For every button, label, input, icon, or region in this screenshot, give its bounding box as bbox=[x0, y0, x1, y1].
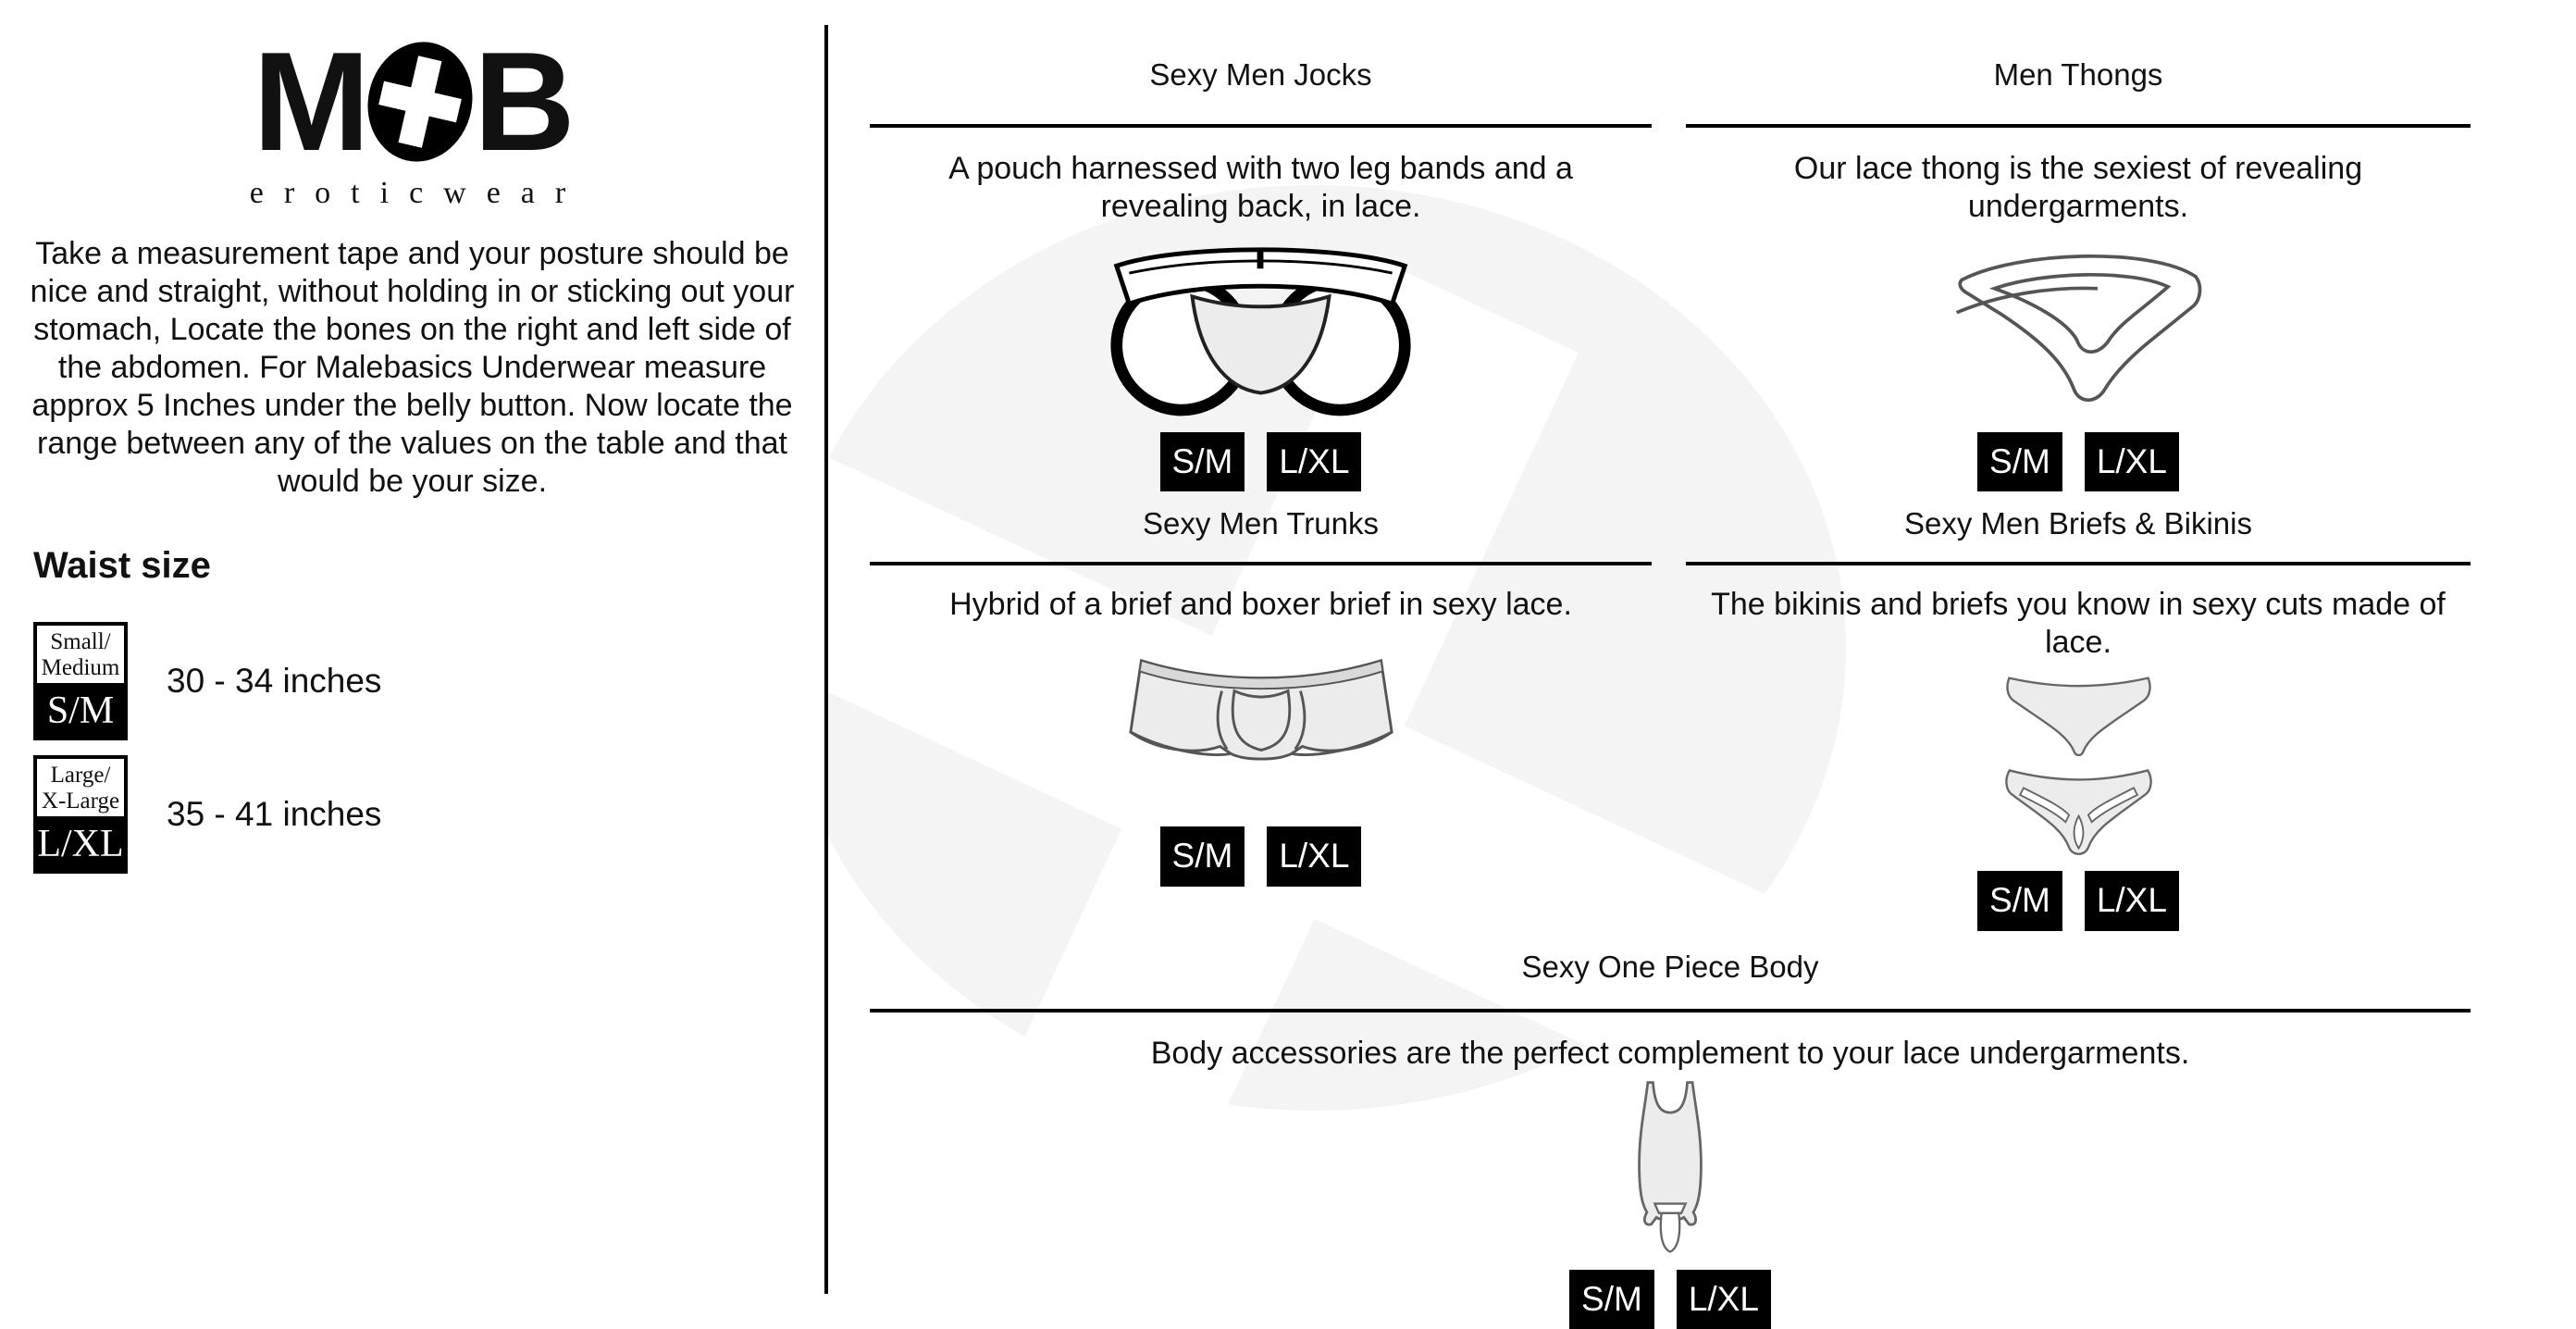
size-tags bbox=[870, 432, 1652, 491]
category-description: Hybrid of a brief and boxer brief in sexy lace. bbox=[949, 587, 1572, 623]
size-code-lxl: L/XL bbox=[33, 820, 128, 874]
size-code-sm: S/M bbox=[33, 687, 128, 740]
size-tag-lxl[interactable]: L/XL bbox=[1267, 432, 1361, 491]
size-tags bbox=[870, 1270, 2471, 1329]
divider-rule bbox=[870, 1009, 2471, 1012]
category-title: Sexy Men Jocks bbox=[1149, 57, 1372, 92]
jockstrap-illustration bbox=[870, 237, 1652, 417]
waist-size-title: Waist size bbox=[33, 545, 211, 586]
waist-size-row-sm bbox=[33, 622, 824, 740]
category-thongs bbox=[1686, 0, 2471, 491]
size-tag-sm[interactable]: S/M bbox=[1160, 826, 1245, 886]
waist-size-table bbox=[33, 622, 824, 874]
category-briefs-bikinis bbox=[1686, 491, 2471, 930]
thong-illustration bbox=[1686, 237, 2471, 417]
bikini-brief-illustration bbox=[2002, 671, 2155, 759]
size-label-line1: Large/ bbox=[50, 763, 111, 788]
category-jocks bbox=[870, 0, 1652, 491]
size-label-line2: X-Large bbox=[41, 788, 120, 814]
size-badge-sm bbox=[33, 622, 128, 740]
divider-rule bbox=[1686, 124, 2471, 128]
category-title: Men Thongs bbox=[1993, 57, 2163, 92]
category-one-piece-body bbox=[870, 931, 2471, 1329]
size-badge-lxl bbox=[33, 755, 128, 874]
bodysuit-illustration bbox=[870, 1078, 2471, 1259]
size-label-line1: Small/ bbox=[50, 629, 111, 654]
divider-rule bbox=[870, 562, 1652, 565]
measurement-panel bbox=[0, 0, 824, 1329]
bikini-illustrations bbox=[1686, 671, 2471, 858]
measurement-instructions: Take a measurement tape and your posture should be nice and straight, without holding in or sticking out your stomach, Locate the bones on the right and left side of the abdomen. For Malebasics Underwear measure approx 5 Inches under the belly button. Now locate the range between any of the values on the table and that would be your size. bbox=[30, 236, 795, 499]
size-tag-lxl[interactable]: L/XL bbox=[1267, 826, 1361, 886]
size-tags bbox=[1686, 871, 2471, 930]
categories-grid bbox=[828, 0, 2576, 1329]
trunks-illustration bbox=[870, 653, 1652, 788]
waist-size-row-lxl bbox=[33, 755, 824, 874]
divider-rule bbox=[1686, 562, 2471, 565]
size-tag-sm[interactable]: S/M bbox=[1160, 432, 1245, 491]
size-tag-lxl[interactable]: L/XL bbox=[1677, 1270, 1771, 1329]
category-title: Sexy Men Trunks bbox=[1143, 506, 1379, 541]
category-description: The bikinis and briefs you know in sexy cuts made of lace. bbox=[1711, 587, 2446, 661]
category-title: Sexy One Piece Body bbox=[1521, 949, 1819, 984]
logo-plus-oval-icon bbox=[356, 31, 484, 172]
logo-letter-b: B bbox=[473, 23, 572, 180]
size-tag-lxl[interactable]: L/XL bbox=[2085, 871, 2179, 930]
size-tag-lxl[interactable]: L/XL bbox=[2085, 432, 2179, 491]
category-description: A pouch harnessed with two leg bands and a revealing back, in lace. bbox=[948, 151, 1573, 224]
size-tag-sm[interactable]: S/M bbox=[1977, 432, 2062, 491]
size-tag-sm[interactable]: S/M bbox=[1569, 1270, 1654, 1329]
divider-rule bbox=[870, 124, 1652, 128]
size-tags bbox=[1686, 432, 2471, 491]
category-description: Our lace thong is the sexiest of revealing undergarments. bbox=[1793, 151, 2363, 224]
logo-subtitle: eroticwear bbox=[249, 176, 587, 210]
logo-letter-m: M bbox=[253, 23, 366, 180]
category-trunks bbox=[870, 491, 1652, 930]
category-description: Body accessories are the perfect complement to your lace undergarments. bbox=[1150, 1035, 2190, 1071]
category-title: Sexy Men Briefs & Bikinis bbox=[1904, 506, 2252, 541]
vertical-divider bbox=[824, 25, 828, 1294]
size-label-line2: Medium bbox=[41, 654, 120, 680]
waist-range-lxl: 35 - 41 inches bbox=[167, 795, 382, 833]
waist-range-sm: 30 - 34 inches bbox=[167, 662, 382, 700]
size-tag-sm[interactable]: S/M bbox=[1977, 871, 2062, 930]
strappy-thong-illustration bbox=[2002, 762, 2155, 858]
size-tags bbox=[870, 826, 1652, 886]
brand-logo bbox=[0, 23, 824, 180]
categories-panel bbox=[828, 0, 2576, 1329]
